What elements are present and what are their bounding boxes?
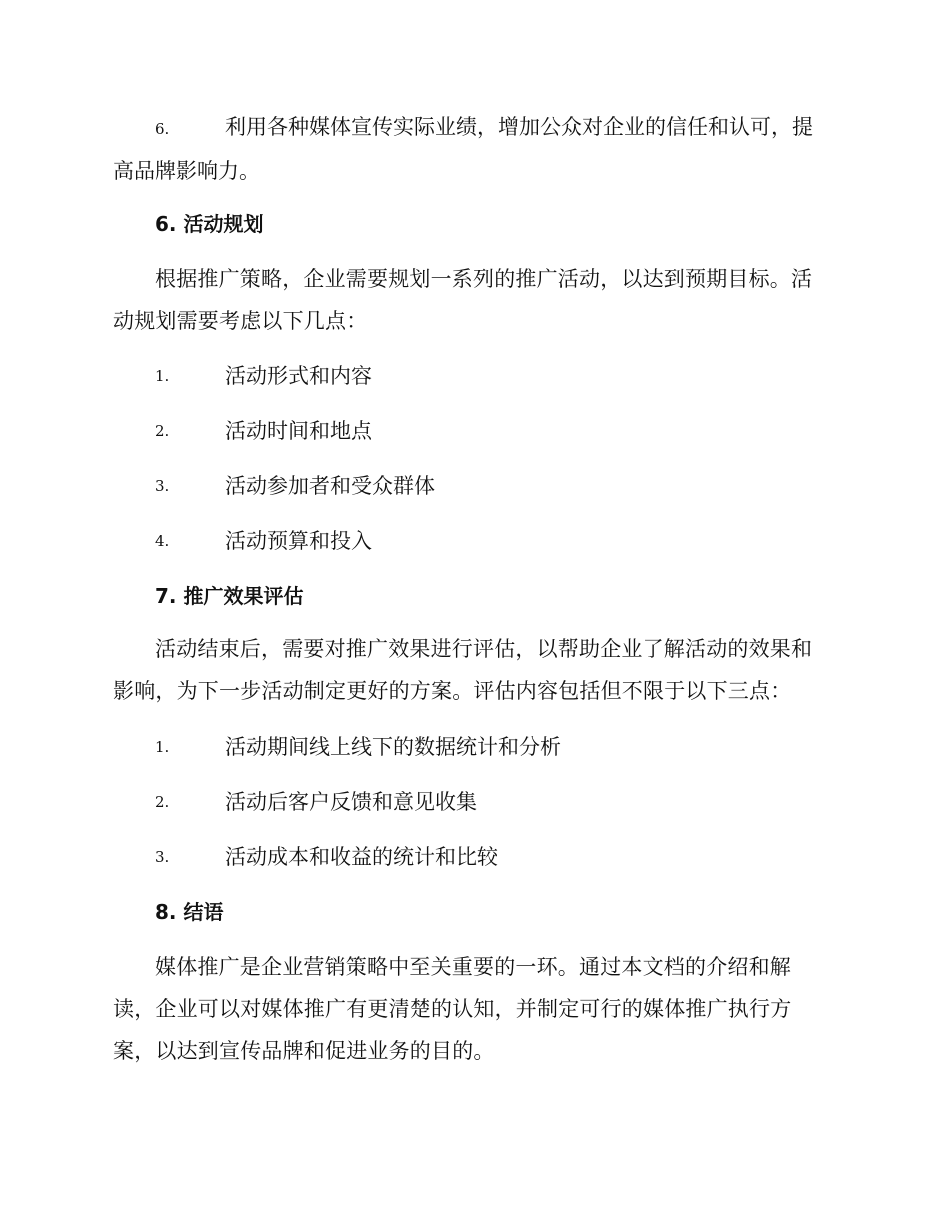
list-number: 1.: [155, 367, 170, 385]
section-heading-7: 7. 推广效果评估: [155, 584, 304, 608]
list-text: 活动参加者和受众群体: [225, 474, 435, 498]
section-heading-8: 8. 结语: [155, 900, 224, 924]
list-item: [155, 472, 835, 500]
section-8-body: 媒体推广是企业营销策略中至关重要的一环。通过本文档的介绍和解读，企业可以对媒体推广有更清楚的认知，并制定可行的媒体推广执行方案，以达到宣传品牌和促进业务的目的。: [113, 955, 792, 1063]
section-7-intro: 活动结束后，需要对推广效果进行评估，以帮助企业了解活动的效果和影响，为下一步活动制定更好的方案。评估内容包括但不限于以下三点：: [113, 637, 813, 703]
list-text: 活动成本和收益的统计和比较: [225, 845, 498, 869]
list-text: 活动形式和内容: [225, 364, 372, 388]
list-number: 1.: [155, 738, 170, 756]
list-item: [155, 733, 835, 761]
list-number: 2.: [155, 422, 170, 440]
list-item: [155, 362, 835, 390]
list-item: [155, 527, 835, 555]
list-item: [155, 788, 835, 816]
list-text: 活动后客户反馈和意见收集: [225, 790, 477, 814]
section-6-intro: 根据推广策略，企业需要规划一系列的推广活动，以达到预期目标。活动规划需要考虑以下几点：: [113, 267, 813, 333]
list-number: 3.: [155, 848, 170, 866]
list-text: 活动预算和投入: [225, 529, 372, 553]
list-number: 4.: [155, 532, 170, 550]
list-number: 6.: [155, 120, 170, 138]
list-item: [155, 417, 835, 445]
list-number: 2.: [155, 793, 170, 811]
list-number: 3.: [155, 477, 170, 495]
list-item: [155, 843, 835, 871]
list-text: 利用各种媒体宣传实际业绩，增加公众对企业的信任和认可，提高品牌影响力。: [113, 115, 813, 183]
list-text: 活动时间和地点: [225, 419, 372, 443]
list-text: 活动期间线上线下的数据统计和分析: [225, 735, 561, 759]
list-item: [113, 106, 833, 192]
section-heading-6: 6. 活动规划: [155, 212, 264, 236]
